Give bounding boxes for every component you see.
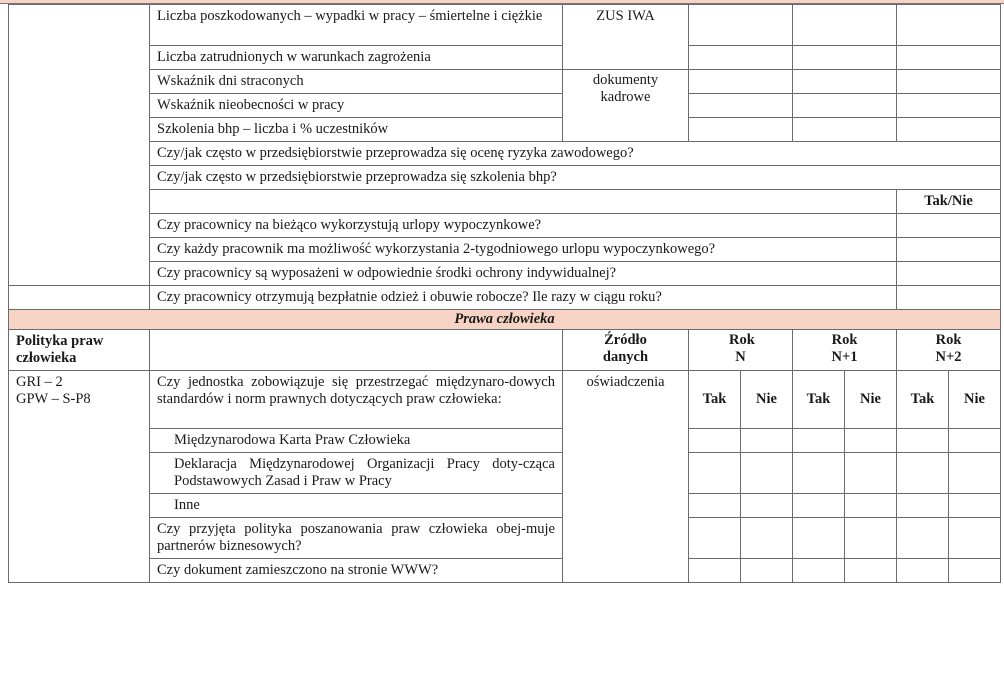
- answer-cell: [949, 518, 1001, 559]
- answer-cell: [793, 494, 845, 518]
- value-cell: [793, 70, 897, 94]
- question-row: Czy pracownicy są wyposażeni w odpowiednie środki ochrony indywidualnej?: [150, 262, 897, 286]
- answer-cell: [949, 429, 1001, 453]
- tak-label: Tak: [793, 371, 845, 429]
- answer-cell: [793, 453, 845, 494]
- question-row: Czy dokument zamieszczono na stronie WWW?: [150, 559, 563, 583]
- answer-cell: [689, 518, 741, 559]
- answer-cell: [793, 429, 845, 453]
- value-cell: [689, 5, 793, 46]
- answer-cell: [793, 559, 845, 583]
- source-header: Źródło danych: [563, 330, 689, 371]
- year-header: Rok N+1: [793, 330, 897, 371]
- question-row: Czy/jak często w przedsiębiorstwie przeprowadza się ocenę ryzyka zawodowego?: [150, 142, 1001, 166]
- question-row: Czy każdy pracownik ma możliwość wykorzystania 2-tygodniowego urlopu wypoczynkowego?: [150, 238, 897, 262]
- year-header: Rok N+2: [897, 330, 1001, 371]
- empty-cell: [150, 190, 897, 214]
- metric-label: Wskaźnik dni straconych: [150, 70, 563, 94]
- tak-label: Tak: [689, 371, 741, 429]
- answer-cell: [949, 494, 1001, 518]
- value-cell: [897, 46, 1001, 70]
- answer-cell: [949, 559, 1001, 583]
- empty-category-cell: [9, 286, 150, 310]
- answer-cell: [897, 494, 949, 518]
- nie-label: Nie: [845, 371, 897, 429]
- data-table: [8, 4, 1001, 583]
- answer-cell: [897, 286, 1001, 310]
- value-cell: [689, 70, 793, 94]
- value-cell: [689, 46, 793, 70]
- nie-label: Nie: [741, 371, 793, 429]
- empty-header: [150, 330, 563, 371]
- value-cell: [793, 118, 897, 142]
- value-cell: [897, 70, 1001, 94]
- metric-label: Szkolenia bhp – liczba i % uczestników: [150, 118, 563, 142]
- value-cell: [793, 5, 897, 46]
- source-cell: dokumenty kadrowe: [563, 70, 689, 142]
- sub-item: Międzynarodowa Karta Praw Człowieka: [150, 429, 563, 453]
- sub-item: Deklaracja Międzynarodowej Organizacji Pracy doty-cząca Podstawowych Zasad i Praw w Pracy: [150, 453, 563, 494]
- question-intro: Czy jednostka zobowiązuje się przestrzegać międzynaro-dowych standardów i norm prawnych dotyczących praw człowieka:: [150, 371, 563, 429]
- answer-cell: [897, 214, 1001, 238]
- answer-cell: [689, 429, 741, 453]
- answer-cell: [845, 429, 897, 453]
- answer-cell: [897, 559, 949, 583]
- answer-cell: [741, 453, 793, 494]
- answer-cell: [949, 453, 1001, 494]
- question-row: Czy przyjęta polityka poszanowania praw człowieka obej-muje partnerów biznesowych?: [150, 518, 563, 559]
- answer-cell: [689, 494, 741, 518]
- value-cell: [793, 46, 897, 70]
- section-title: Prawa człowieka: [9, 310, 1001, 330]
- tak-nie-header: Tak/Nie: [897, 190, 1001, 214]
- value-cell: [793, 94, 897, 118]
- answer-cell: [845, 518, 897, 559]
- answer-cell: [741, 494, 793, 518]
- answer-cell: [845, 494, 897, 518]
- answer-cell: [897, 453, 949, 494]
- answer-cell: [897, 238, 1001, 262]
- answer-cell: [845, 453, 897, 494]
- nie-label: Nie: [949, 371, 1001, 429]
- sub-item: Inne: [150, 494, 563, 518]
- value-cell: [897, 5, 1001, 46]
- answer-cell: [741, 518, 793, 559]
- value-cell: [689, 118, 793, 142]
- answer-cell: [897, 518, 949, 559]
- indicator-codes: GRI – 2 GPW – S-P8: [9, 371, 150, 583]
- value-cell: [897, 94, 1001, 118]
- value-cell: [897, 118, 1001, 142]
- answer-cell: [845, 559, 897, 583]
- answer-cell: [689, 453, 741, 494]
- value-cell: [689, 94, 793, 118]
- answer-cell: [741, 429, 793, 453]
- metric-label: Liczba zatrudnionych w warunkach zagrożenia: [150, 46, 563, 70]
- answer-cell: [793, 518, 845, 559]
- question-row: Czy/jak często w przedsiębiorstwie przeprowadza się szkolenia bhp?: [150, 166, 1001, 190]
- answer-cell: [897, 262, 1001, 286]
- answer-cell: [689, 559, 741, 583]
- source-cell: ZUS IWA: [563, 5, 689, 70]
- empty-category-cell: [9, 5, 150, 286]
- tak-label: Tak: [897, 371, 949, 429]
- policy-header: Polityka praw człowieka: [9, 330, 150, 371]
- source-cell: oświadczenia: [563, 371, 689, 583]
- question-row: Czy pracownicy na bieżąco wykorzystują urlopy wypoczynkowe?: [150, 214, 897, 238]
- metric-label: Wskaźnik nieobecności w pracy: [150, 94, 563, 118]
- answer-cell: [741, 559, 793, 583]
- question-row: Czy pracownicy otrzymują bezpłatnie odzież i obuwie robocze? Ile razy w ciągu roku?: [150, 286, 897, 310]
- metric-label: Liczba poszkodowanych – wypadki w pracy – śmiertelne i ciężkie: [150, 5, 563, 46]
- year-header: Rok N: [689, 330, 793, 371]
- answer-cell: [897, 429, 949, 453]
